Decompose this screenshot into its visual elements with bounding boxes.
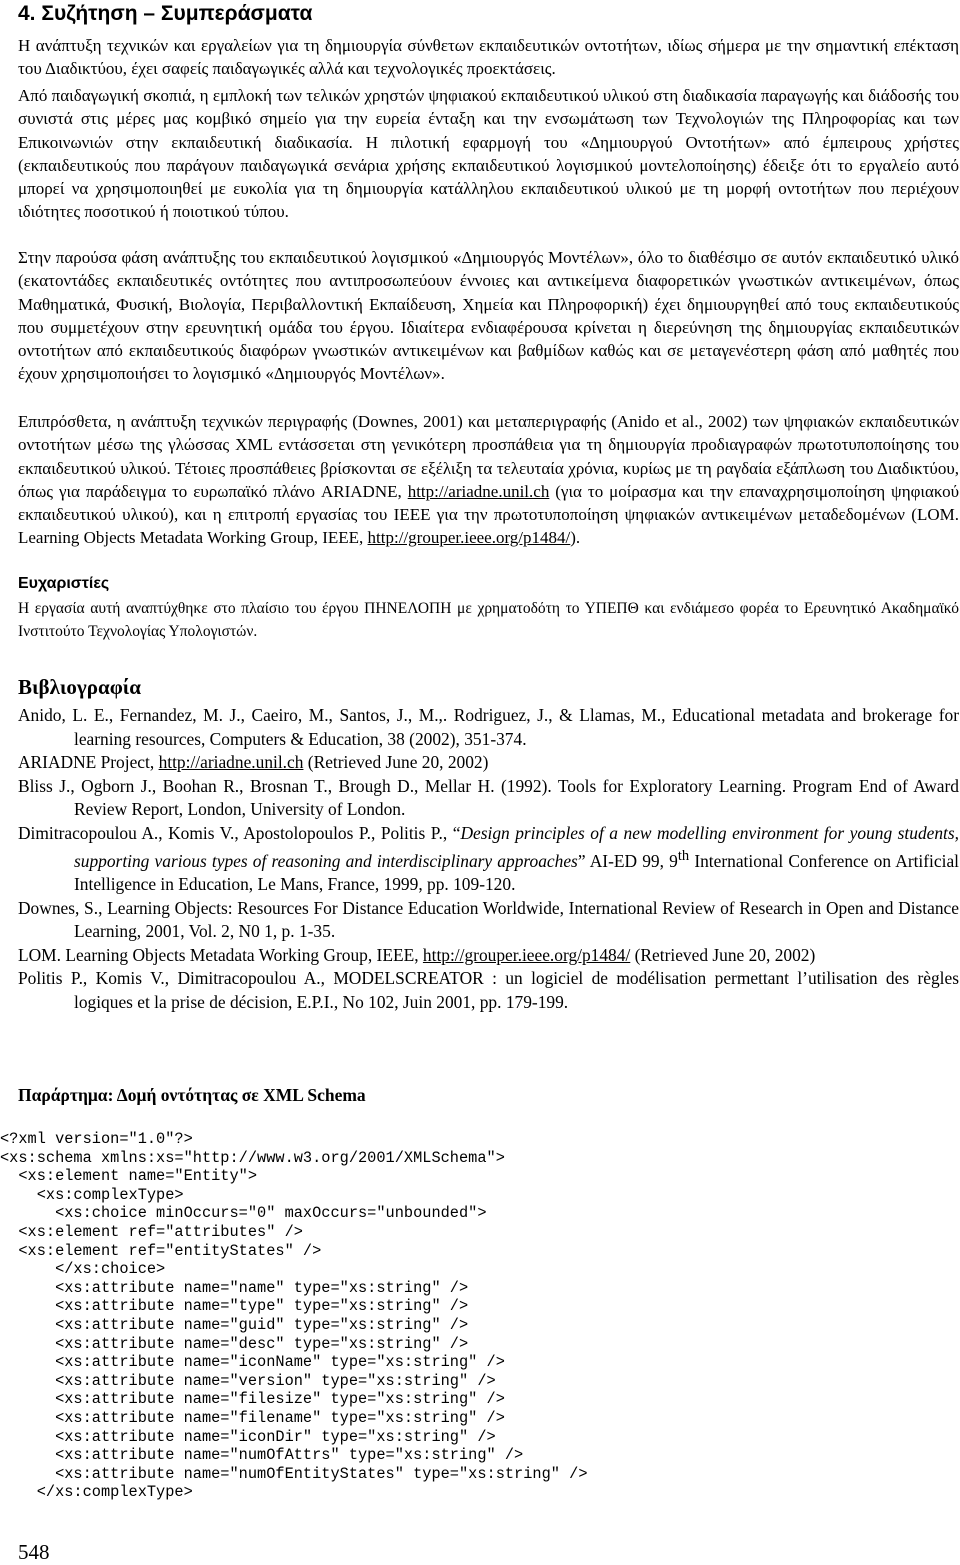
code-line: <xs:attribute name="iconDir" type="xs:string" /> [0, 1427, 496, 1446]
xml-schema-code [0, 1130, 588, 1502]
reference-item-anido: Anido, L. E., Fernandez, M. J., Caeiro, M., Santos, J., M.,. Rodriguez, J., & Llamas, M., Educational metadata and brokerage for learning resources, Computers & Education, 38 (2002), 351-374. [18, 705, 959, 749]
code-line: <xs:attribute name="iconName" type="xs:string" /> [0, 1353, 505, 1372]
ieee-lom-link[interactable]: http://grouper.ieee.org/p1484/ [367, 528, 571, 548]
reference-item-downes: Downes, S., Learning Objects: Resources For Distance Education Worldwide, International Review of Research in Open and Distance Learning, 2001, Vol. 2, N0 1, p. 1-35. [18, 897, 959, 942]
metadata-text-part2: (για το μοίρασμα και την επαναχρησιμοποίηση ψηφιακού εκπαιδευτικού υλικού), και η επιτροπή εργασίας του IEEE για την πρωτοτυποποίηση ψηφιακών αντικειμένων μεταδεδομένων (LOM. Learning Objects Metadata Working Group, IEEE, [18, 481, 959, 548]
code-line: <xs:attribute name="filesize" type="xs:string" /> [0, 1390, 505, 1409]
code-line: <xs:complexType> [0, 1185, 184, 1204]
reference-item-dimitracopoulou [18, 822, 959, 897]
code-line: <xs:element ref="entityStates" /> [0, 1241, 322, 1260]
lom-ref-retrieved: (Retrieved June 20, 2002) [630, 944, 816, 965]
ariadne-ref-link[interactable]: http://ariadne.unil.ch [158, 752, 304, 772]
code-line: <xs:attribute name="version" type="xs:string" /> [0, 1371, 496, 1390]
dimitra-authors: Dimitracopoulou A., Komis V., Apostolopoulos P., Politis P., “ [18, 822, 461, 843]
intro-paragraph: Η ανάπτυξη τεχνικών και εργαλείων για τη δημιουργία σύνθετων εκπαιδευτικών οντοτήτων, ιδίως σήμερα με την σημαντική επέκταση του Διαδικτύου, έχει σαφείς παιδαγωγικές αλλά και τεχνολογικές προεκτάσεις. [18, 36, 959, 79]
reference-item-bliss: Bliss J., Ogborn J., Boohan R., Brosnan T., Brough D., Mellar H. (1992). Tools for Exploratory Learning. Program End of Award Review Report, London, University of London. [18, 775, 959, 819]
code-line: <xs:attribute name="numOfAttrs" type="xs:string" /> [0, 1446, 524, 1465]
acknowledgements-heading: Ευχαριστίες [18, 575, 110, 592]
dimitra-venue: ” AI-ED 99, 9 [577, 850, 678, 871]
lom-ref-text: LOM. Learning Objects Metadata Working Group, IEEE, [18, 944, 423, 965]
appendix-heading: Παράρτημα: Δομή οντότητας σε XML Schema [18, 1085, 366, 1105]
bibliography-heading: Βιβλιογραφία [18, 675, 142, 699]
code-line: <xs:element name="Entity"> [0, 1167, 258, 1186]
code-line: <xs:attribute name="numOfEntityStates" type="xs:string" /> [0, 1464, 588, 1483]
page-number: 548 [18, 1540, 50, 1564]
section-title: 4. Συζήτηση – Συμπεράσματα [18, 2, 313, 25]
code-line: <xs:schema xmlns:xs="http://www.w3.org/2001/XMLSchema"> [0, 1148, 505, 1167]
ariadne-ref-text: ARIADNE Project, [18, 752, 159, 772]
metadata-text-part3: ). [570, 528, 581, 548]
code-line: </xs:choice> [0, 1260, 166, 1279]
ariadne-ref-retrieved: (Retrieved June 20, 2002) [303, 752, 489, 772]
dimitra-superscript: th [677, 848, 690, 864]
code-line: <xs:attribute name="desc" type="xs:string" /> [0, 1334, 469, 1353]
lom-ref-link[interactable]: http://grouper.ieee.org/p1484/ [422, 944, 631, 965]
pedagogical-paragraph: Από παιδαγωγική σκοπιά, η εμπλοκή των τελικών χρηστών ψηφιακού εκπαιδευτικού υλικού στη διαδικασία παραγωγής και διάδοσής του συνιστά στις μέρες μας κομβικό σημείο για την ευρεία ένταξη και την ενσωμάτωση των Τεχνολογιών της Πληροφορίας και των Επικοινωνιών στην εκπαιδευτική διαδικασία. Η πιλοτική εφαρμογή του «Δημιουργού Οντοτήτων» από έμπειρους χρήστες (εκπαιδευτικούς που παράγουν παιδαγωγικά σενάρια χρήσης εκπαιδευτικού λογισμικού μοντελοποίησης) έδειξε ότι το εργαλείο αυτό μπορεί να χρησιμοποιηθεί με ευκολία για τη δημιουργία κατάλληλου εκπαιδευτικού υλικού με τη μορφή οντοτήτων που περιέχουν ιδιότητες ποσοτικού ή ποιοτικού τύπου. [18, 86, 959, 222]
code-line: <xs:attribute name="type" type="xs:string" /> [0, 1297, 469, 1316]
current-phase-paragraph: Στην παρούσα φάση ανάπτυξης του εκπαιδευτικού λογισμικού «Δημιουργός Μοντέλων», όλο το διαθέσιμο σε αυτόν εκπαιδευτικό υλικό (εκατοντάδες εκπαιδευτικές οντότητες που αντιπροσωπεύουν έννοιες και αντικείμενα διαφορετικών γνωστικών αντικειμένων, όπως Μαθηματικά, Φυσική, Βιολογία, Περιβαλλοντική Εκπαίδευση, Χημεία και Πληροφορική) έχει δημιουργηθεί από τους εκπαιδευτικούς που συμμετέχουν στην ερευνητική ομάδα του έργου. Ιδιαίτερα ενδιαφέρουσα κρίνεται η διερεύνηση της δημιουργίας εκπαιδευτικών οντοτήτων από εκπαιδευτικούς διαφόρων γνωστικών αντικειμένων και βαθμίδων καθώς και σε μεταγενέστερη φάση από μαθητές που έχουν χρησιμοποιήσει το λογισμικό «Δημιουργός Μοντέλων». [18, 248, 959, 384]
reference-list [18, 704, 959, 1014]
reference-item-lom [18, 944, 959, 968]
metadata-text-part1: Επιπρόσθετα, η ανάπτυξη τεχνικών περιγραφής (Downes, 2001) και μεταπεριγραφής (Anido et al., 2002) των ψηφιακών εκπαιδευτικών οντοτήτων μέσω της γλώσσας XML εντάσσεται στη γενικότερη προσπάθεια για τη δημιουργία προδιαγραφών πρωτοτυποποίησης του εκπαιδευτικού υλικού. Τέτοιες προσπάθειες βρίσκονται σε εξέλιξη τα τελευταία χρόνια, κυρίως με τη ραγδαία εξάπλωση του Διαδικτύου, όπως για παράδειγμα το ευρωπαϊκό πλάνο ARIADNE, [18, 412, 959, 501]
code-line: <xs:attribute name="name" type="xs:string" /> [0, 1278, 469, 1297]
code-line: <?xml version="1.0"?> [0, 1130, 193, 1148]
reference-item-ariadne [18, 751, 959, 775]
ariadne-link[interactable]: http://ariadne.unil.ch [407, 481, 550, 501]
dimitra-venue-rest: International Conference on Artificial Intelligence in Education, Le Mans, France, 1999, pp. 109-120. [74, 850, 959, 895]
dimitra-title: Design principles of a new modelling environment for young students, supporting various types of reasoning and interdisciplinary approaches [74, 822, 960, 871]
metadata-paragraph [18, 410, 959, 550]
code-line: <xs:attribute name="filename" type="xs:string" /> [0, 1408, 505, 1427]
acknowledgements-text: Η εργασία αυτή αναπτύχθηκε στο πλαίσιο του έργου ΠΗΝΕΛΟΠΗ με χρηματοδότη το ΥΠΕΠΘ και ενδιάμεσο φορέα το Ερευνητικό Ακαδημαϊκό Ινστιτούτο Τεχνολογίας Υπολογιστών. [18, 600, 959, 641]
code-line: <xs:attribute name="guid" type="xs:string" /> [0, 1315, 469, 1334]
code-line: <xs:element ref="attributes" /> [0, 1222, 303, 1241]
code-line: </xs:complexType> [0, 1483, 193, 1502]
code-line: <xs:choice minOccurs="0" maxOccurs="unbounded"> [0, 1204, 487, 1223]
reference-item-politis: Politis P., Komis V., Dimitracopoulou A., MODELSCREATOR : un logiciel de modélisation permettant l’utilisation des règles logiques et la prise de décision, E.P.I., No 102, Juin 2001, pp. 179-199. [18, 968, 959, 1012]
